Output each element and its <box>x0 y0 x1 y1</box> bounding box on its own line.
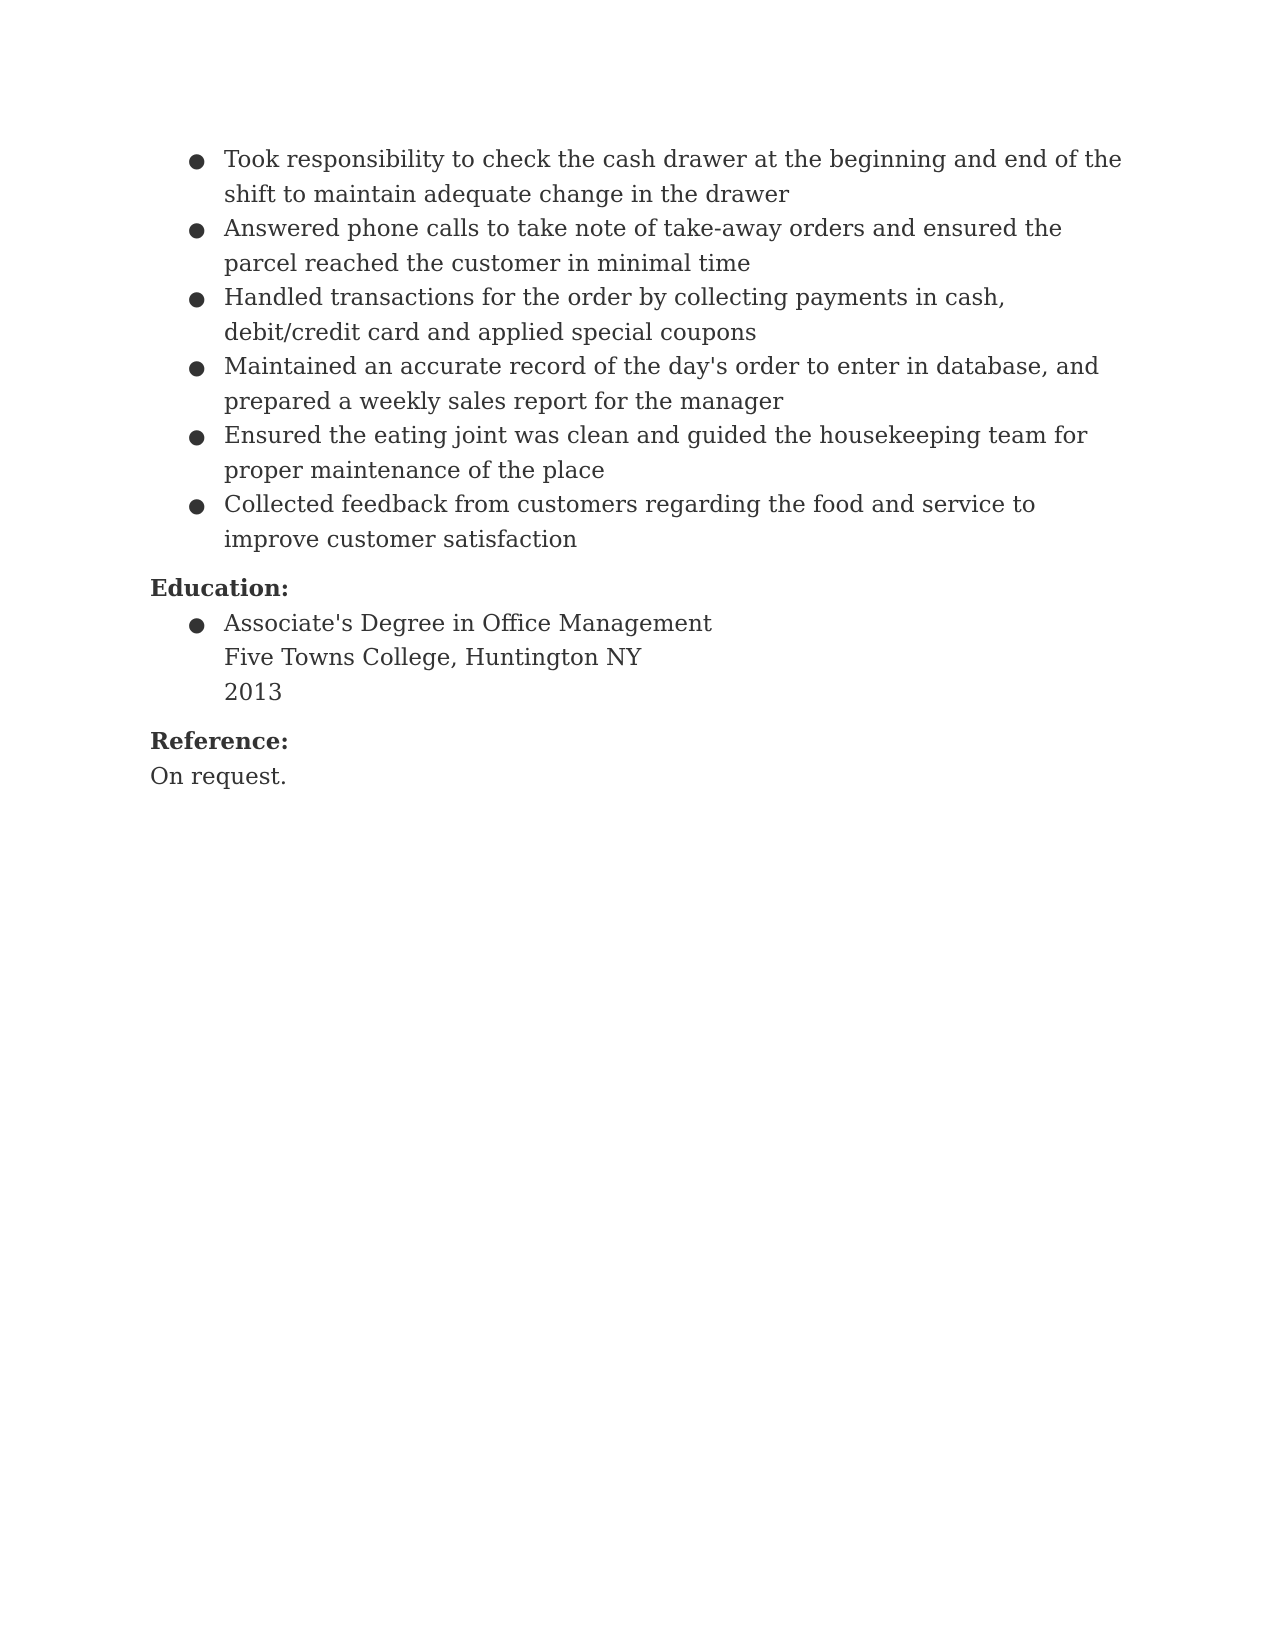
bullet-icon: ● <box>188 217 206 241</box>
bullet-icon: ● <box>188 611 206 636</box>
education-list <box>150 607 1135 711</box>
list-item-text: Took responsibility to check the cash drawer at the beginning and end of the shift to maintain adequate change in the drawer <box>224 147 1122 208</box>
list-item <box>150 419 1135 488</box>
bullet-icon: ● <box>188 286 206 310</box>
resume-content <box>150 143 1135 794</box>
list-item-text: Collected feedback from customers regarding the food and service to improve customer satisfaction <box>224 492 1036 553</box>
list-item <box>150 350 1135 419</box>
bullet-icon: ● <box>188 148 206 172</box>
list-item-text: Handled transactions for the order by collecting payments in cash, debit/credit card and applied special coupons <box>224 285 1006 346</box>
experience-bullet-list <box>150 143 1135 557</box>
education-year: 2013 <box>224 679 283 706</box>
bullet-icon: ● <box>188 355 206 379</box>
education-heading: Education: <box>150 575 290 602</box>
reference-heading: Reference: <box>150 728 289 755</box>
list-item <box>150 488 1135 557</box>
reference-text: On request. <box>150 763 288 790</box>
list-item-text: Maintained an accurate record of the day's order to enter in database, and prepared a weekly sales report for the manager <box>224 354 1100 415</box>
list-item <box>150 212 1135 281</box>
bullet-icon: ● <box>188 493 206 517</box>
list-item-text: Ensured the eating joint was clean and guided the housekeeping team for proper maintenance of the place <box>224 423 1088 484</box>
list-item-text: Answered phone calls to take note of take-away orders and ensured the parcel reached the customer in minimal time <box>224 216 1063 277</box>
list-item <box>150 143 1135 212</box>
list-item <box>150 281 1135 350</box>
bullet-icon: ● <box>188 424 206 448</box>
education-entry <box>150 607 1135 711</box>
education-degree: Associate's Degree in Office Management <box>224 610 713 637</box>
education-school: Five Towns College, Huntington NY <box>224 645 642 671</box>
